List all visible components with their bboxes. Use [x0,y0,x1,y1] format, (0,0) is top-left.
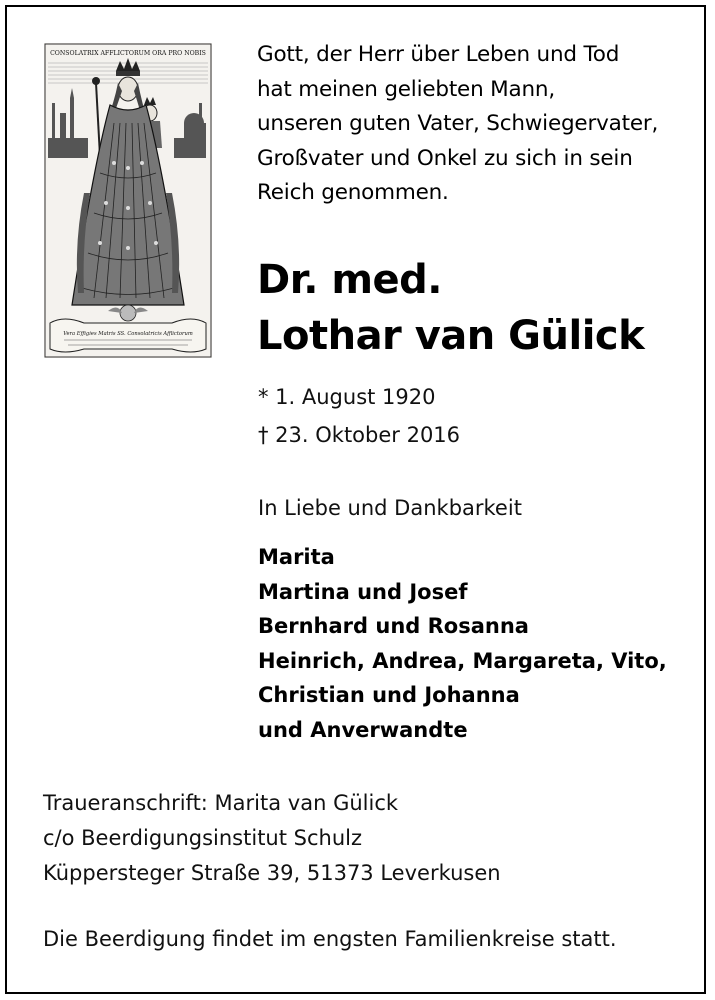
family-member: Christian und Johanna [258,683,520,707]
address-line: Traueranschrift: Marita van Gülick [43,791,399,815]
intro-line: Gott, der Herr über Leben und Tod [257,42,620,67]
burial-note: Die Beerdigung findet im engsten Familienkreise statt. [43,927,617,951]
address-line: c/o Beerdigungsinstitut Schulz [43,826,362,850]
madonna-engraving-icon [44,43,212,358]
intro-line: Großvater und Onkel zu sich in sein [257,145,633,171]
closing-phrase: In Liebe und Dankbarkeit [258,496,522,520]
intro-line: hat meinen geliebten Mann, [257,76,555,102]
intro-text [257,38,697,211]
family-member: Martina und Josef [258,579,468,604]
family-list [258,540,667,747]
intro-line: Reich genommen. [257,180,449,205]
birth-date: * 1. August 1920 [258,385,436,409]
deceased-name: Lothar van Gülick [257,313,645,359]
address-line: Küppersteger Straße 39, 51373 Leverkusen [43,861,501,885]
intro-line: unseren guten Vater, Schwiegervater, [257,111,659,136]
family-member: Heinrich, Andrea, Margareta, Vito, [258,648,667,673]
life-dates [258,378,460,454]
death-date: † 23. Oktober 2016 [258,423,461,447]
family-member: Marita [258,545,335,569]
deceased-title: Dr. med. [257,257,442,303]
deceased-name-block [257,252,697,364]
engraving-bottom-caption: Vera Effigies Matris SS. Consolatricis Afflictorum [63,331,193,337]
engraving-top-caption: CONSOLATRIX AFFLICTORUM ORA PRO NOBIS [50,50,206,57]
family-member: Bernhard und Rosanna [258,614,529,638]
mourning-address [43,786,501,891]
family-member: und Anverwandte [258,717,468,742]
